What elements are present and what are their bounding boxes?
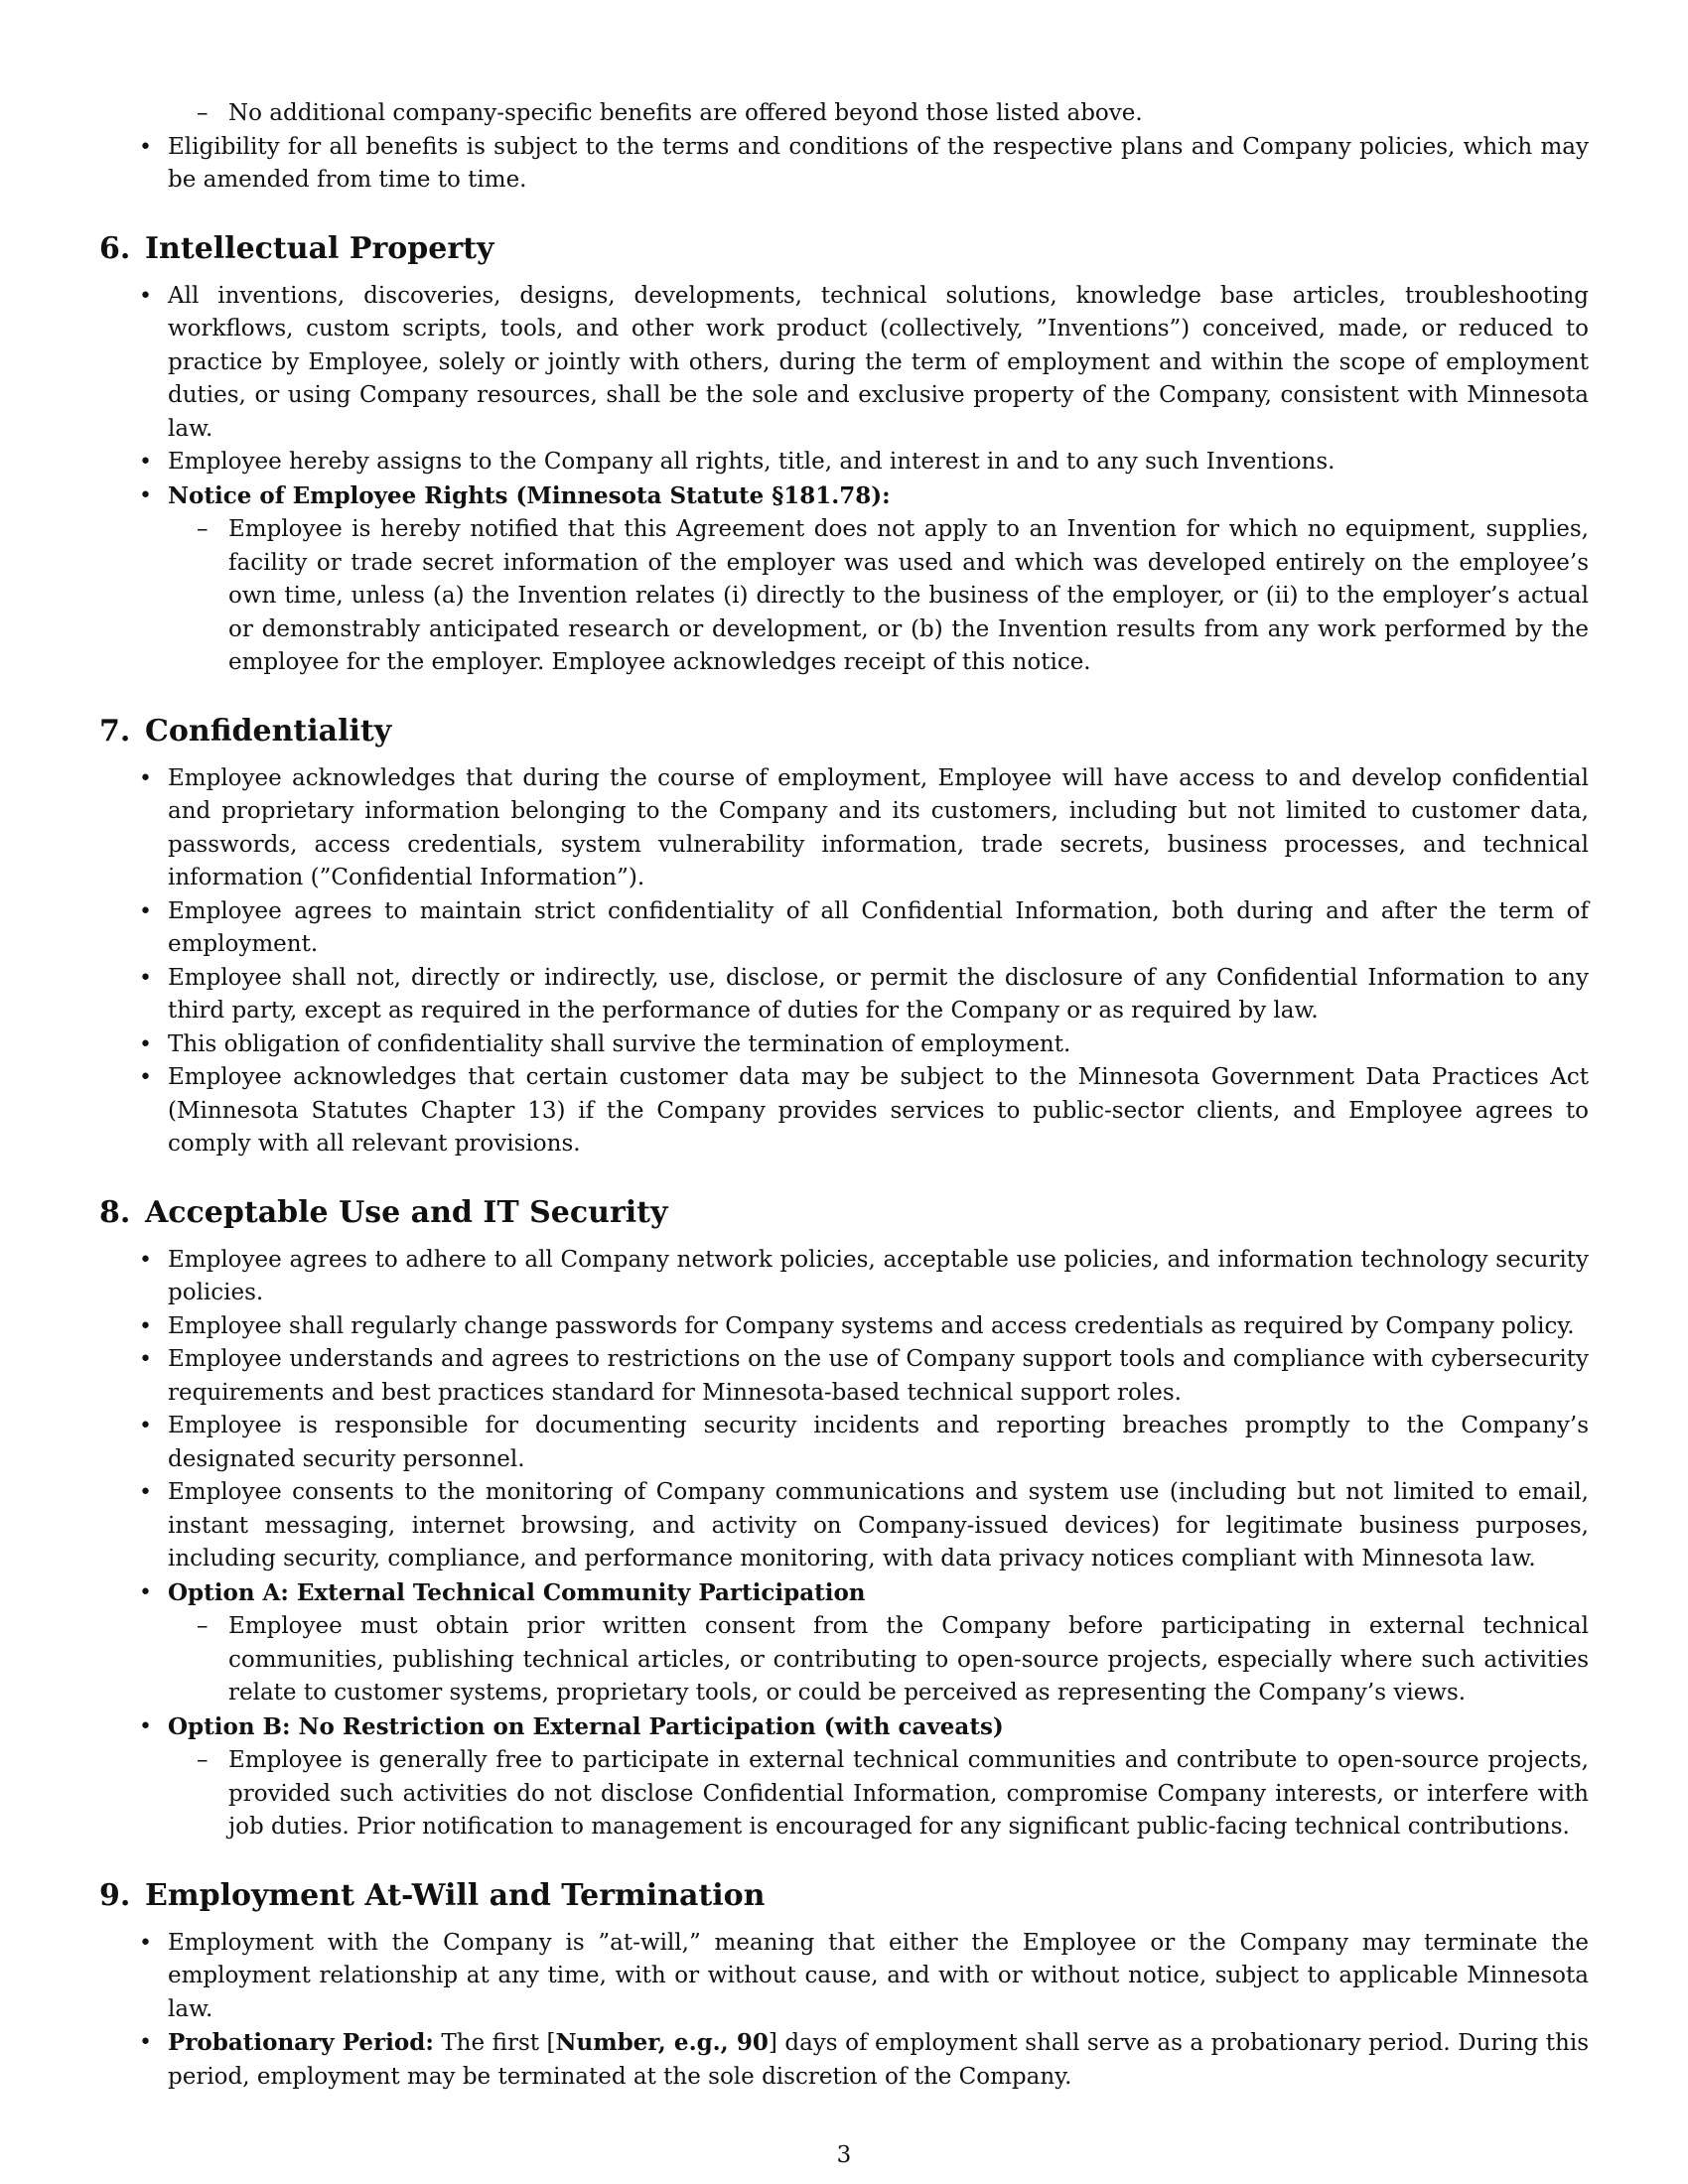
dash-marker: –	[197, 1747, 209, 1773]
bullet-marker: •	[139, 450, 152, 475]
bullet-survival: • This obligation of confidentiality shall survive the termination of employment.	[99, 1028, 1589, 1062]
page-content	[99, 97, 1589, 2094]
bullet-marker: •	[139, 1480, 152, 1505]
dash-marker: –	[197, 516, 209, 542]
bullet-marker: •	[139, 1414, 152, 1438]
bullet-marker: •	[139, 134, 152, 160]
bullet-marker: •	[139, 765, 152, 791]
bullet-marker: •	[139, 898, 152, 924]
section-heading-intellectual-property: 6. Intellectual Property	[99, 230, 494, 266]
bullet-monitoring-consent: • Employee consents to the monitoring of Company communications and system use (including but not limited to email, instant messaging, internet browsing, and activity on Company-issued devices) for legitimate business purposes, including security, compliance, and performance monitoring, with data privacy notices compliant with Minnesota law.	[99, 1476, 1589, 1576]
bullet-marker: •	[139, 1713, 152, 1739]
bullet-assignment: • Employee hereby assigns to the Company all rights, title, and interest in and to any such Inventions.	[99, 446, 1589, 479]
bullet-tool-restrictions: • Employee understands and agrees to restrictions on the use of Company support tools and compliance with cybersecurity requirements and best practices standard for Minnesota-based technical support roles.	[99, 1343, 1589, 1410]
sub-item-no-additional-benefits: – No additional company-specific benefits are offered beyond those listed above.	[99, 97, 1589, 131]
bullet-confidential-info-definition: • Employee acknowledges that during the course of employment, Employee will have access to and develop confidential and proprietary information belonging to the Company and its customers, including but not limited to customer data, passwords, access credentials, system vulnerability information, trade secrets, business processes, and technical information (”Confidential Information”).	[99, 762, 1589, 895]
bullet-marker: •	[139, 482, 152, 508]
bullet-maintain-confidentiality: • Employee agrees to maintain strict confidentiality of all Confidential Information, both during and after the term of employment.	[99, 895, 1589, 962]
section-heading-acceptable-use: 8. Acceptable Use and IT Security	[99, 1194, 668, 1230]
bullet-inventions-ownership: • All inventions, discoveries, designs, developments, technical solutions, knowledge base articles, troubleshooting workflows, custom scripts, tools, and other work product (collectively, ”Inventions”) conceived, made, or reduced to practice by Employee, solely or jointly with others, during the term of employment and within the scope of employment duties, or using Company resources, shall be the sole and exclusive property of the Company, consistent with Minnesota law.	[99, 280, 1589, 447]
dash-marker: –	[197, 100, 209, 126]
sub-item-option-b-text: – Employee is generally free to participate in external technical communities and contribute to open-source projects, provided such activities do not disclose Confidential Information, compromise Company interests, or interfere with job duties. Prior notification to management is encouraged for any significant public-facing technical contributions.	[99, 1744, 1589, 1844]
bullet-marker: •	[139, 1031, 152, 1057]
sub-item-notice-text: – Employee is hereby notified that this Agreement does not apply to an Invention for which no equipment, supplies, facility or trade secret information of the employer was used and which was developed entirely on the employee’s own time, unless (a) the Invention relates (i) directly to the business of the employer, or (ii) to the employer’s actual or demonstrably anticipated research or development, or (b) the Invention results from any work performed by the employee for the employer. Employee acknowledges receipt of this notice.	[99, 513, 1589, 680]
bullet-option-b: • Option B: No Restriction on External Participation (with caveats)	[99, 1710, 1589, 1745]
bullet-marker: •	[139, 2030, 152, 2055]
section-heading-confidentiality: 7. Confidentiality	[99, 713, 392, 749]
bullet-probationary-period: • Probationary Period: The first [Number, e.g., 90] days of employment shall serve as a probationary period. During this period, employment may be terminated at the sole discretion of the Company.	[99, 2026, 1589, 2094]
sub-item-option-a-text: – Employee must obtain prior written consent from the Company before participating in external technical communities, publishing technical articles, or contributing to open-source projects, especially where such activities relate to customer systems, proprietary tools, or could be perceived as representing the Company’s views.	[99, 1610, 1589, 1710]
bullet-marker: •	[139, 1065, 152, 1090]
dash-marker: –	[197, 1613, 209, 1639]
bullet-no-disclosure: • Employee shall not, directly or indirectly, use, disclose, or permit the disclosure of any Confidential Information to any third party, except as required in the performance of duties for the Company or as required by law.	[99, 962, 1589, 1028]
page-number: 3	[836, 2142, 852, 2168]
bullet-change-passwords: • Employee shall regularly change passwords for Company systems and access credentials as required by Company policy.	[99, 1310, 1589, 1344]
bullet-at-will: • Employment with the Company is ”at-will,” meaning that either the Employee or the Company may terminate the employment relationship at any time, with or without cause, and with or without notice, subject to applicable Minnesota law.	[99, 1927, 1589, 2027]
bullet-data-practices-act: • Employee acknowledges that certain customer data may be subject to the Minnesota Government Data Practices Act (Minnesota Statutes Chapter 13) if the Company provides services to public-sector clients, and Employee agrees to comply with all relevant provisions.	[99, 1061, 1589, 1161]
bullet-marker: •	[139, 283, 152, 309]
bullet-marker: •	[139, 1930, 152, 1956]
section-heading-at-will: 9. Employment At-Will and Termination	[99, 1877, 766, 1913]
bullet-security-incidents: • Employee is responsible for documenting security incidents and reporting breaches promptly to the Company’s designated security personnel.	[99, 1410, 1589, 1476]
bullet-adhere-policies: • Employee agrees to adhere to all Company network policies, acceptable use policies, and information technology security policies.	[99, 1244, 1589, 1310]
bullet-notice-employee-rights: • Notice of Employee Rights (Minnesota Statute §181.78):	[99, 479, 1589, 514]
bullet-marker: •	[139, 965, 152, 991]
bullet-marker: •	[139, 1247, 152, 1273]
bullet-marker: •	[139, 1347, 152, 1372]
bullet-benefit-eligibility: • Eligibility for all benefits is subject to the terms and conditions of the respective plans and Company policies, which may be amended from time to time.	[99, 131, 1589, 198]
bullet-marker: •	[139, 1313, 152, 1339]
bullet-option-a: • Option A: External Technical Community Participation	[99, 1576, 1589, 1611]
bullet-marker: •	[139, 1579, 152, 1605]
